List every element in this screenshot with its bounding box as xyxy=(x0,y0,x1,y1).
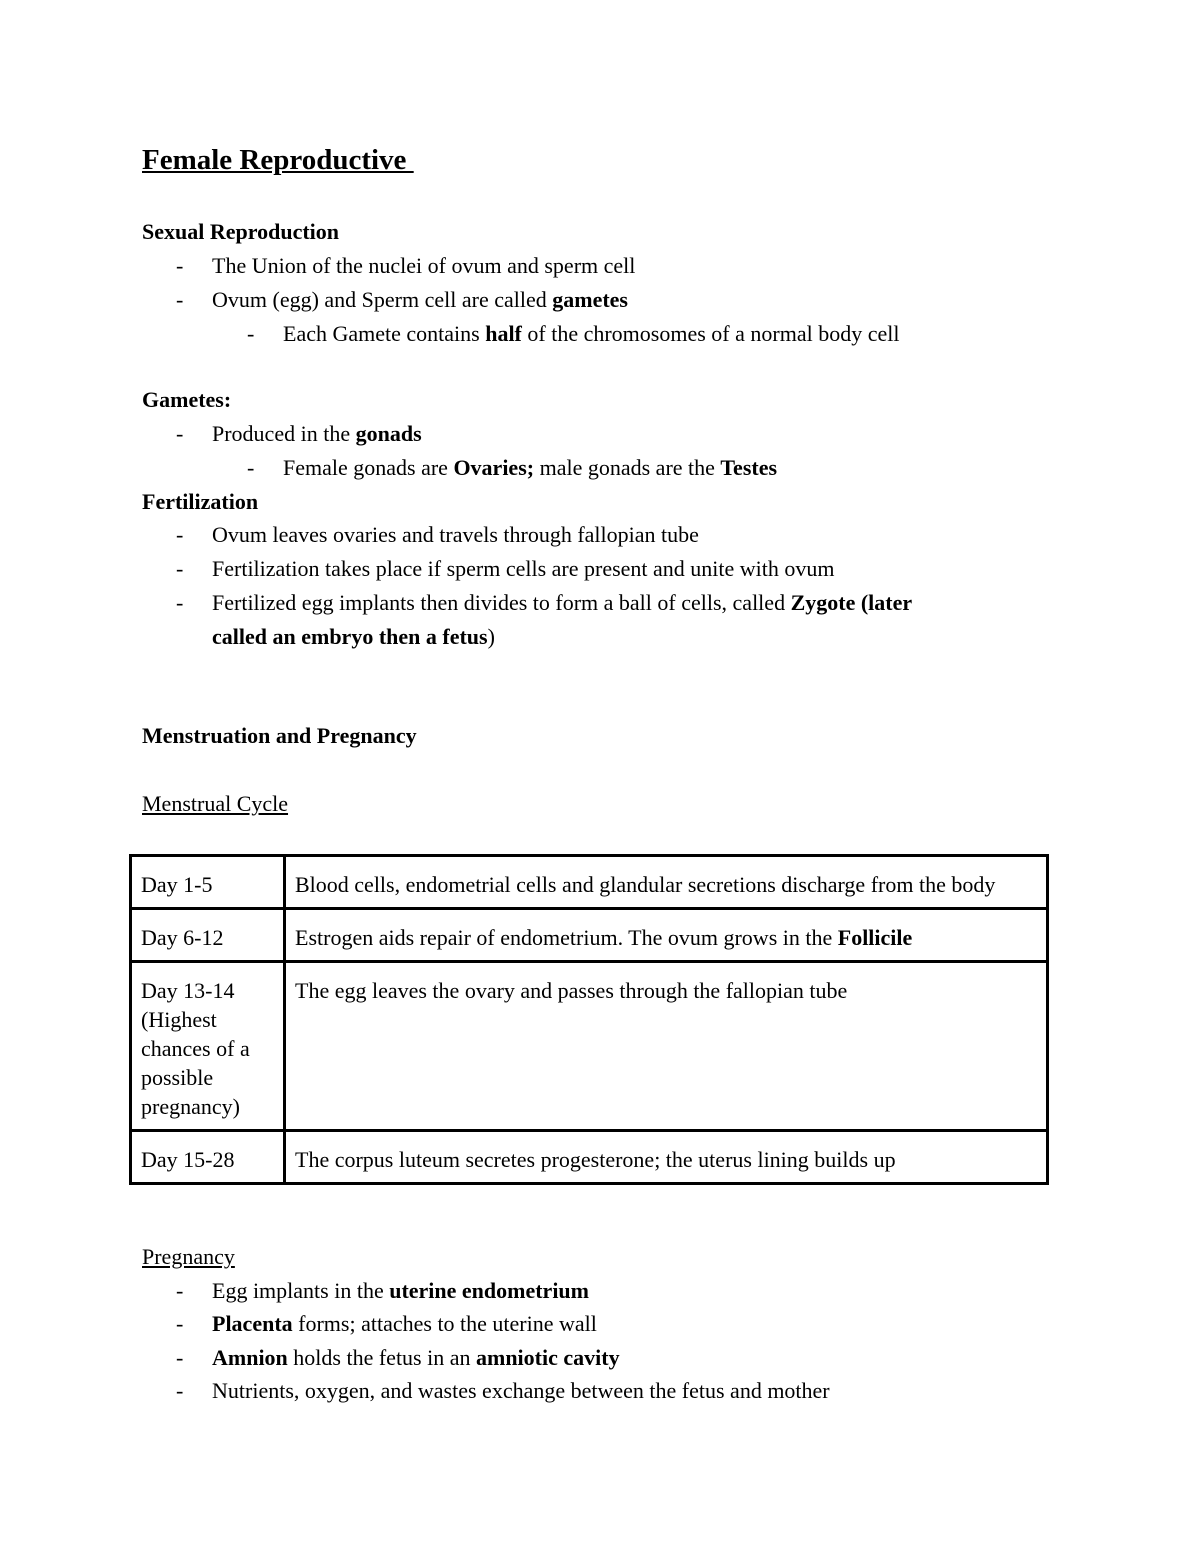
bold-term: gametes xyxy=(552,287,628,312)
page-title: Female Reproductive xyxy=(142,144,414,176)
table-cell-description: The corpus luteum secretes progesterone; the uterus lining builds up xyxy=(285,1131,1048,1184)
text-run: Produced in the xyxy=(212,421,356,446)
menstrual-cycle-table xyxy=(129,854,1049,1185)
bold-term: Follicile xyxy=(837,925,913,950)
bold-term: gonads xyxy=(355,421,422,446)
list-item-continuation xyxy=(212,624,495,650)
bullet-dash: - xyxy=(247,455,255,480)
bullet-dash: - xyxy=(176,287,184,312)
text-run: Estrogen aids repair of endometrium. The ovum grows in the xyxy=(295,925,838,950)
bold-term: Ovaries; xyxy=(453,455,535,480)
bullet-dash: - xyxy=(247,321,255,346)
text-run: male gonads are the xyxy=(534,455,721,480)
text-run: Each Gamete contains xyxy=(283,321,486,346)
table-row xyxy=(131,909,1048,962)
text-run: forms; attaches to the uterine wall xyxy=(292,1311,597,1336)
bullet-dash: - xyxy=(176,522,184,547)
subheading-pregnancy: Pregnancy xyxy=(142,1244,235,1269)
bullet-dash: - xyxy=(176,1345,184,1370)
bullet-dash: - xyxy=(176,556,184,581)
list-item-text: Nutrients, oxygen, and wastes exchange between the fetus and mother xyxy=(212,1378,830,1403)
table-row xyxy=(131,962,1048,1131)
section-heading-fertilization: Fertilization xyxy=(142,489,259,514)
bullet-dash: - xyxy=(176,253,184,278)
table-cell-description: The egg leaves the ovary and passes through the fallopian tube xyxy=(285,962,1048,1131)
table-cell-day: Day 1-5 xyxy=(131,856,285,909)
list-item-text xyxy=(212,421,422,447)
list-item-text xyxy=(212,590,912,616)
list-item-text xyxy=(212,287,628,313)
table-cell-description xyxy=(285,909,1048,962)
subheading-menstrual-cycle: Menstrual Cycle xyxy=(142,791,289,816)
bold-term: Placenta xyxy=(212,1311,293,1336)
bold-term: uterine endometrium xyxy=(389,1278,589,1303)
list-item-text xyxy=(212,1278,589,1304)
text-run: Ovum (egg) and Sperm cell are called xyxy=(212,287,553,312)
bold-term: Testes xyxy=(720,455,778,480)
bullet-dash: - xyxy=(176,1378,184,1403)
table-row xyxy=(131,856,1048,909)
table-cell-description: Blood cells, endometrial cells and glandular secretions discharge from the body xyxy=(285,856,1048,909)
bullet-dash: - xyxy=(176,1311,184,1336)
text-run: Egg implants in the xyxy=(212,1278,390,1303)
list-item-text: The Union of the nuclei of ovum and sperm cell xyxy=(212,253,636,278)
bold-term: half xyxy=(485,321,522,346)
list-item-text xyxy=(283,321,899,347)
table-cell-day: Day 6-12 xyxy=(131,909,285,962)
text-run: Fertilized egg implants then divides to form a ball of cells, called xyxy=(212,590,791,615)
bullet-dash: - xyxy=(176,421,184,446)
list-item-text: Ovum leaves ovaries and travels through fallopian tube xyxy=(212,522,699,547)
bold-term: Zygote (later xyxy=(790,590,913,615)
bold-term: amniotic cavity xyxy=(476,1345,620,1370)
list-item-text xyxy=(212,1345,620,1371)
text-run: of the chromosomes of a normal body cell xyxy=(521,321,900,346)
section-heading-sexual-reproduction: Sexual Reproduction xyxy=(142,219,340,244)
list-item-text xyxy=(212,1311,597,1337)
table-row xyxy=(131,1131,1048,1184)
text-run: holds the fetus in an xyxy=(287,1345,476,1370)
table-cell-day: Day 13-14 (Highest chances of a possible pregnancy) xyxy=(131,962,285,1131)
text-run: ) xyxy=(487,624,495,649)
table-cell-day: Day 15-28 xyxy=(131,1131,285,1184)
text-run: Female gonads are xyxy=(283,455,454,480)
bullet-dash: - xyxy=(176,1278,184,1303)
bullet-dash: - xyxy=(176,590,184,615)
bold-term: called an embryo then a fetus xyxy=(212,624,488,649)
bold-term: Amnion xyxy=(212,1345,288,1370)
list-item-text: Fertilization takes place if sperm cells are present and unite with ovum xyxy=(212,556,835,581)
list-item-text xyxy=(283,455,777,481)
section-heading-gametes: Gametes: xyxy=(142,387,232,412)
section-heading-menstruation-pregnancy: Menstruation and Pregnancy xyxy=(142,723,417,748)
